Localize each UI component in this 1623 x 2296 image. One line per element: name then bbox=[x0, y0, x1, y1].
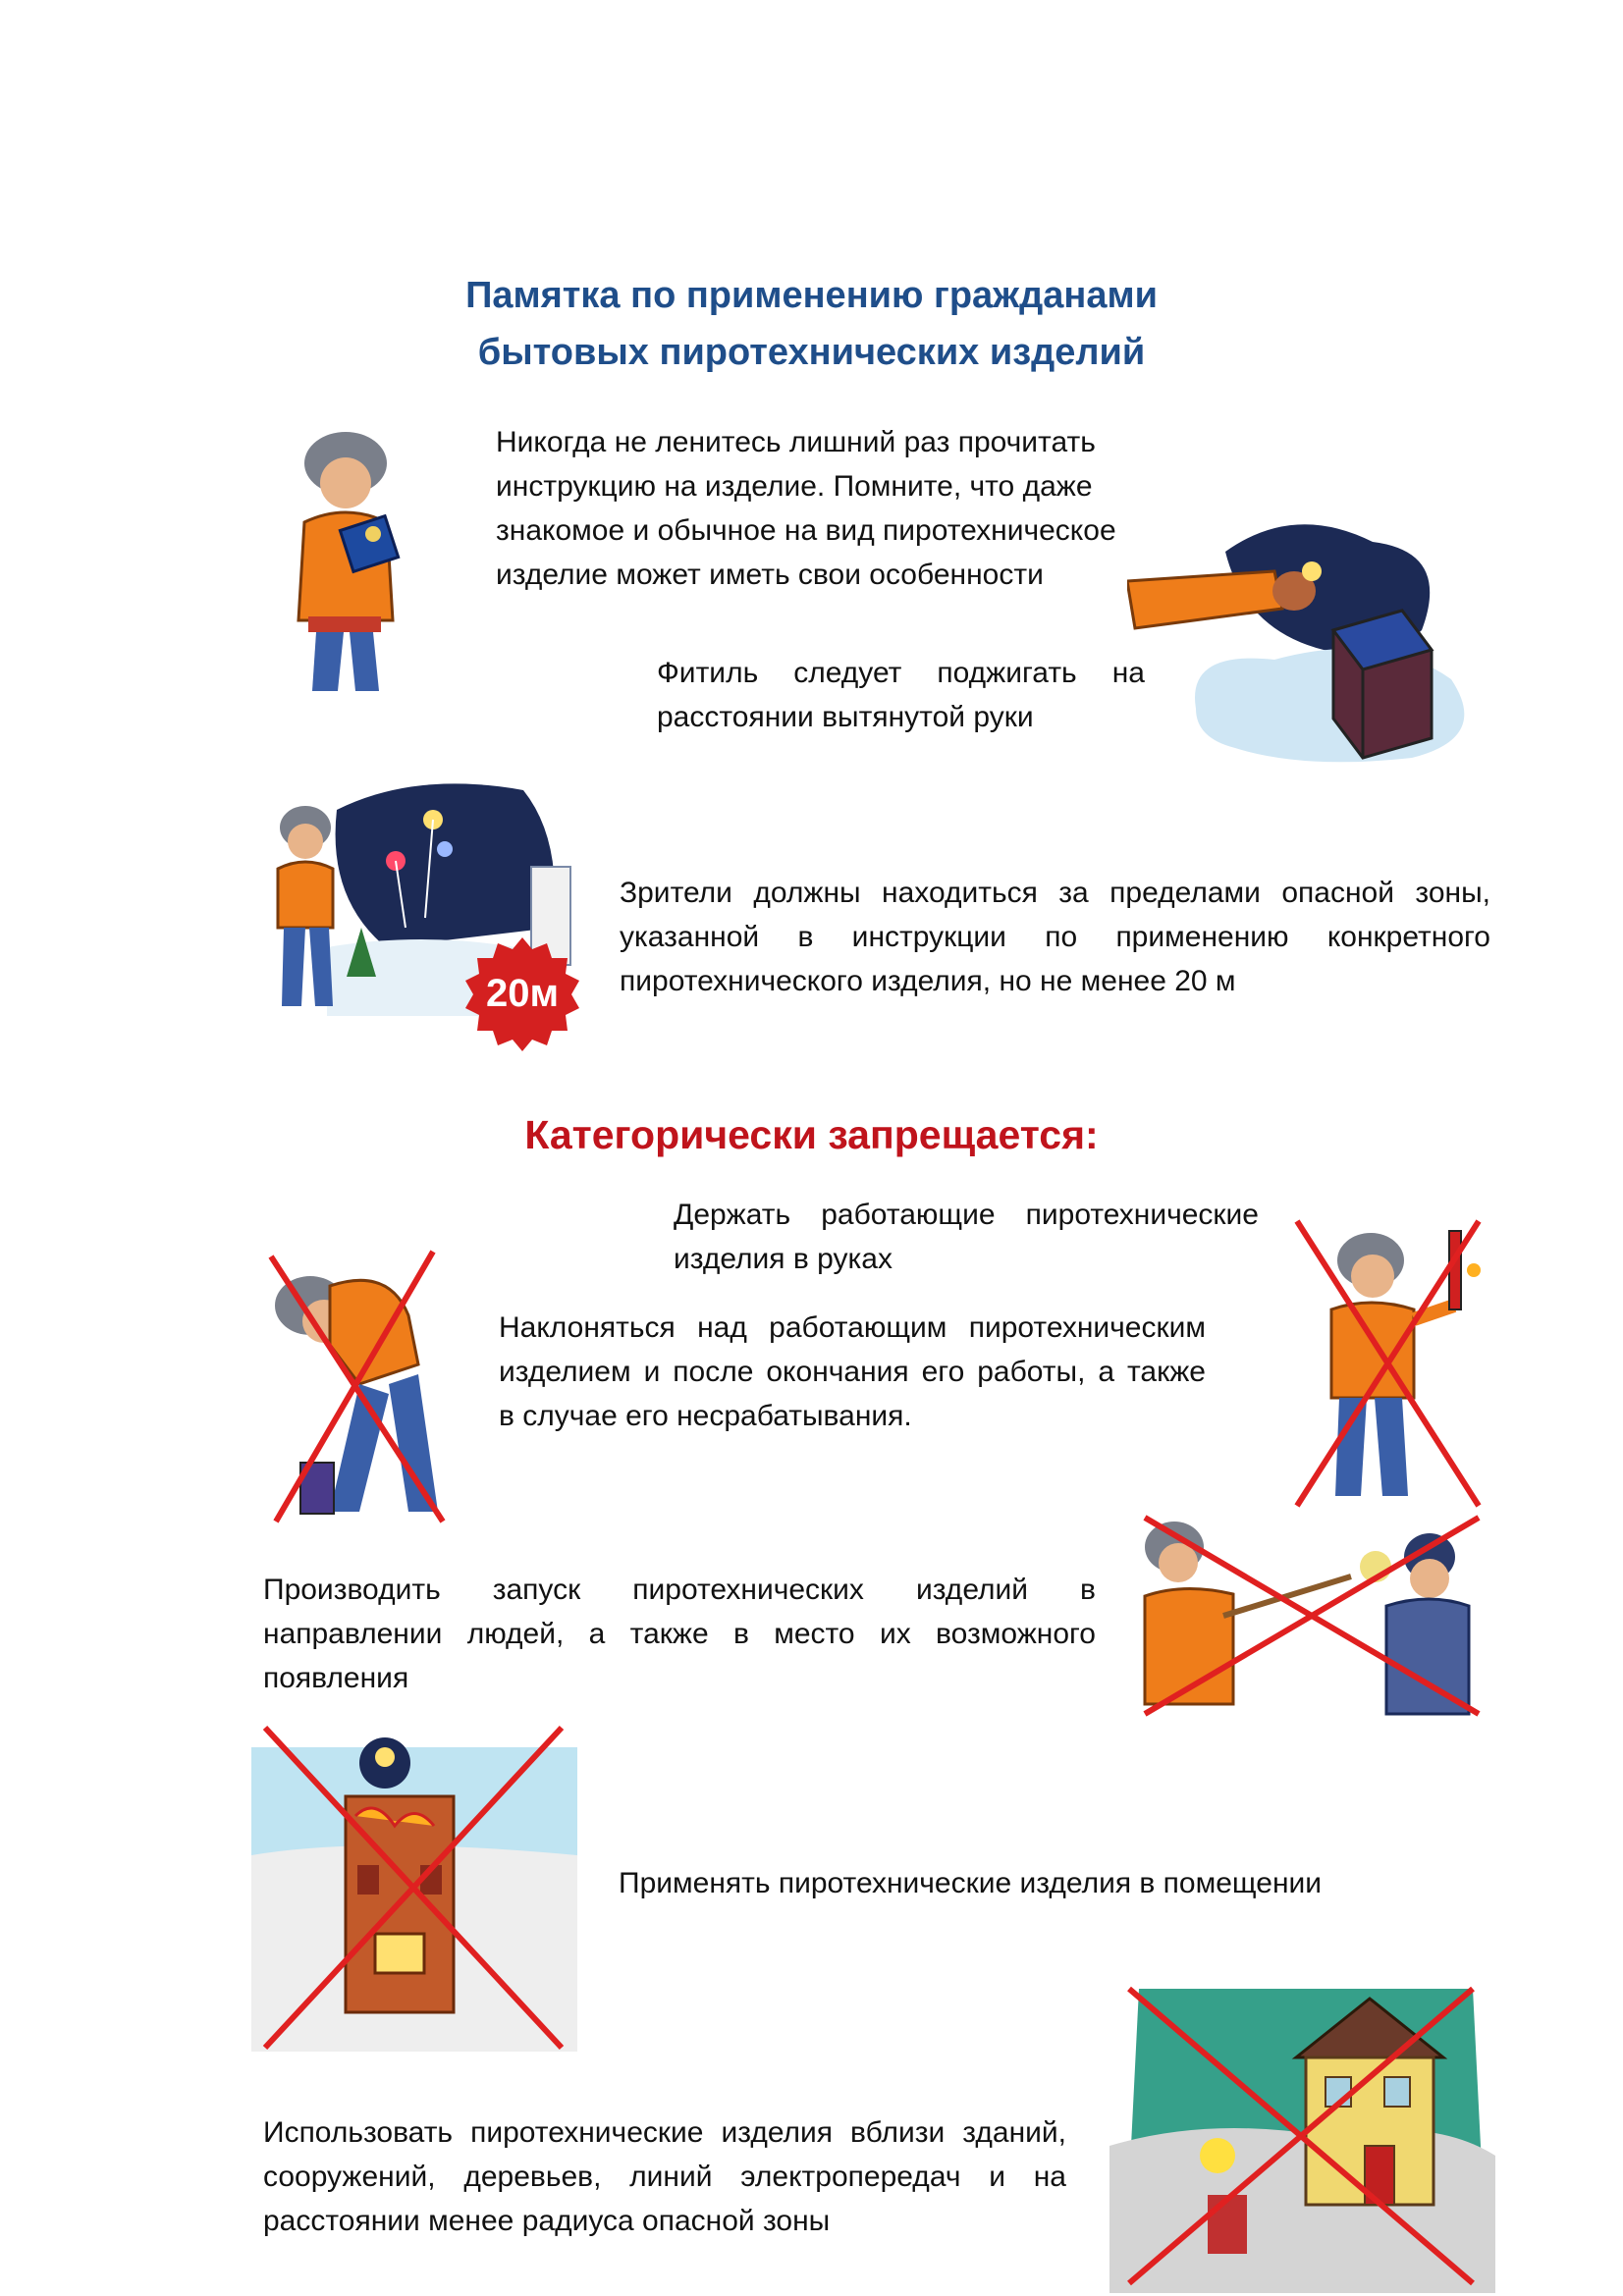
title-line-1: Памятка по применению гражданами bbox=[465, 275, 1158, 316]
indoor-use-illustration bbox=[247, 1708, 581, 2056]
prohibited-aim bbox=[263, 1568, 1096, 1700]
near-buildings-illustration bbox=[1109, 1969, 1495, 2293]
distance-badge bbox=[463, 935, 581, 1053]
title-line-2: бытовых пиротехнических изделий bbox=[477, 332, 1146, 373]
prohibited-hold bbox=[674, 1193, 1259, 1281]
distance-badge-label: 20м bbox=[485, 972, 560, 1015]
holding-firework-illustration bbox=[1292, 1211, 1488, 1512]
prohibited-aim-line: появления bbox=[263, 1662, 409, 1694]
page-title bbox=[0, 267, 1623, 381]
aiming-at-people-illustration bbox=[1135, 1508, 1488, 1722]
prohibited-near-buildings bbox=[263, 2110, 1066, 2243]
rule-fuse-line: расстоянии вытянутой руки bbox=[657, 701, 1034, 733]
prohibited-hold-line: изделия в руках bbox=[674, 1243, 893, 1275]
rule-spectators bbox=[620, 871, 1490, 1003]
rule-read-instructions-line: изделие может иметь свои особенности bbox=[496, 559, 1044, 591]
prohibited-lean-line: Наклоняться над работающим пиротехническим bbox=[499, 1311, 1206, 1344]
rule-read-instructions-line: знакомое и обычное на вид пиротехническое bbox=[496, 514, 1116, 547]
prohibited-heading: Категорически запрещается: bbox=[524, 1112, 1099, 1157]
prohibited-indoors bbox=[619, 1861, 1365, 1905]
rule-read-instructions-line: инструкцию на изделие. Помните, что даже bbox=[496, 470, 1093, 503]
prohibited-lean-line: изделием и после окончания его работы, а также bbox=[499, 1356, 1206, 1388]
rule-spectators-line: пиротехнического изделия, но не менее 20 м bbox=[620, 965, 1236, 997]
prohibited-indoors-line: Применять пиротехнические изделия в помещении bbox=[619, 1867, 1323, 1899]
prohibited-lean bbox=[499, 1306, 1206, 1438]
hand-lighting-fuse-illustration bbox=[1127, 512, 1483, 770]
leaning-over-firework-illustration bbox=[261, 1237, 458, 1531]
prohibited-near-buildings-line: Использовать пиротехнические изделия вблизи зданий, bbox=[263, 2116, 1066, 2149]
rule-spectators-line: указанной в инструкции по применению конкретного bbox=[620, 921, 1490, 953]
prohibited-lean-line: в случае его несрабатывания. bbox=[499, 1400, 912, 1432]
man-reading-instructions-illustration bbox=[277, 424, 414, 699]
rule-read-instructions bbox=[496, 420, 1144, 597]
rule-spectators-line: Зрители должны находиться за пределами опасной зоны, bbox=[620, 877, 1490, 909]
rule-fuse bbox=[657, 651, 1145, 739]
prohibited-hold-line: Держать работающие пиротехнические bbox=[674, 1199, 1259, 1231]
prohibited-aim-line: направлении людей, а также в место их возможного bbox=[263, 1618, 1096, 1650]
rule-fuse-line: Фитиль следует поджигать на bbox=[657, 657, 1145, 689]
prohibited-aim-line: Производить запуск пиротехнических изделий в bbox=[263, 1574, 1096, 1606]
prohibited-near-buildings-line: сооружений, деревьев, линий электропередач и на bbox=[263, 2161, 1066, 2193]
rule-read-instructions-line: Никогда не ленитесь лишний раз прочитать bbox=[496, 426, 1096, 458]
prohibited-near-buildings-line: расстоянии менее радиуса опасной зоны bbox=[263, 2205, 831, 2237]
